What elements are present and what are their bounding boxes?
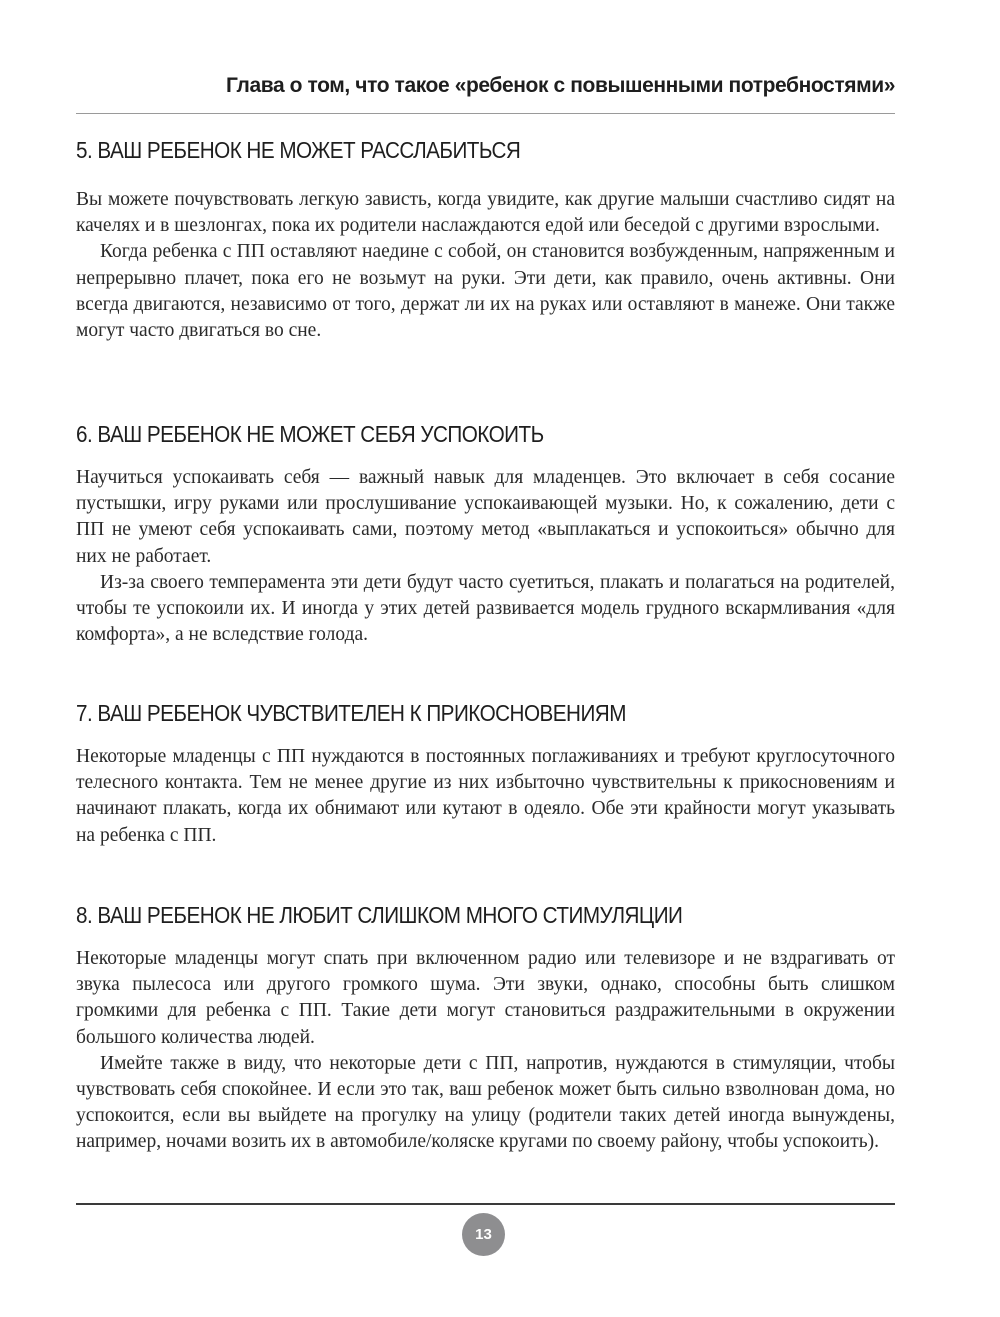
paragraph: Некоторые младенцы могут спать при включенном радио или телевизоре и не вздрагивать от звука пылесоса или другого громкого шума. Эти звуки, однако, способны быть слишком громкими для ребенка с ПП. Такие дети могут становиться раздражительными в окружении большого количества людей. (76, 948, 895, 1048)
header-divider (76, 113, 895, 114)
footer-divider (76, 1203, 895, 1205)
paragraph: Научиться успокаивать себя — важный навык для младенцев. Это включает в себя сосание пустышки, игру руками или прослушивание успокаивающей музыки. Но, к сожалению, дети с ПП не умеют себя успокаивать сами, поэтому метод «выплакаться и успокоиться» обычно для них не работает. (76, 467, 895, 567)
paragraph: Из-за своего темперамента эти дети будут часто суетиться, плакать и полагаться на родителей, чтобы те успокоили их. И иногда у этих детей развивается модель грудного вскармливания «для комфорта», а не вследствие голода. (76, 571, 895, 646)
paragraph: Имейте также в виду, что некоторые дети с ПП, напротив, нуждаются в стимуляции, чтобы чувствовать себя спокойнее. И если это так, ваш ребенок может быть сильно взволнован дома, но успокоится, если вы выйдете на прогулку на улицу (родители таких детей иногда вынуждены, например, ночами возить их в автомобиле/коляске кругами по своему району, чтобы успокоить). (76, 1052, 895, 1153)
running-head: Глава о том, что такое «ребенок с повышенными потребностями» (226, 74, 895, 97)
paragraph: Некоторые младенцы с ПП нуждаются в постоянных поглаживаниях и требуют круглосуточного телесного контакта. Тем не менее другие из них избыточно чувствительны к прикосновениям и начинают плакать, когда их обнимают или кутают в одеяло. Обе эти крайности могут указывать на ребенка с ПП. (76, 746, 895, 846)
section-body-5 (76, 187, 895, 344)
paragraph: Вы можете почувствовать легкую зависть, когда увидите, как другие малыши счастливо сидят на качелях и в шезлонгах, пока их родители наслаждаются едой или беседой с другими взрослыми. (76, 189, 895, 237)
section-heading-8: 8. ВАШ РЕБЕНОК НЕ ЛЮБИТ СЛИШКОМ МНОГО СТИМУЛЯЦИИ (76, 902, 683, 928)
section-body-7 (76, 744, 895, 849)
section-body-8 (76, 946, 895, 1156)
section-heading-6: 6. ВАШ РЕБЕНОК НЕ МОЖЕТ СЕБЯ УСПОКОИТЬ (76, 421, 544, 447)
section-heading-7: 7. ВАШ РЕБЕНОК ЧУВСТВИТЕЛЕН К ПРИКОСНОВЕНИЯМ (76, 700, 626, 726)
section-body-6 (76, 465, 895, 648)
page-number-badge: 13 (462, 1213, 505, 1256)
paragraph: Когда ребенка с ПП оставляют наедине с собой, он становится возбужденным, напряженным и непрерывно плачет, пока его не возьмут на руки. Эти дети, как правило, очень активны. Они всегда двигаются, независимо от того, держат ли их на руках или оставляют в манеже. Они также могут часто двигаться во сне. (76, 241, 895, 342)
section-heading-5: 5. ВАШ РЕБЕНОК НЕ МОЖЕТ РАССЛАБИТЬСЯ (76, 137, 521, 163)
